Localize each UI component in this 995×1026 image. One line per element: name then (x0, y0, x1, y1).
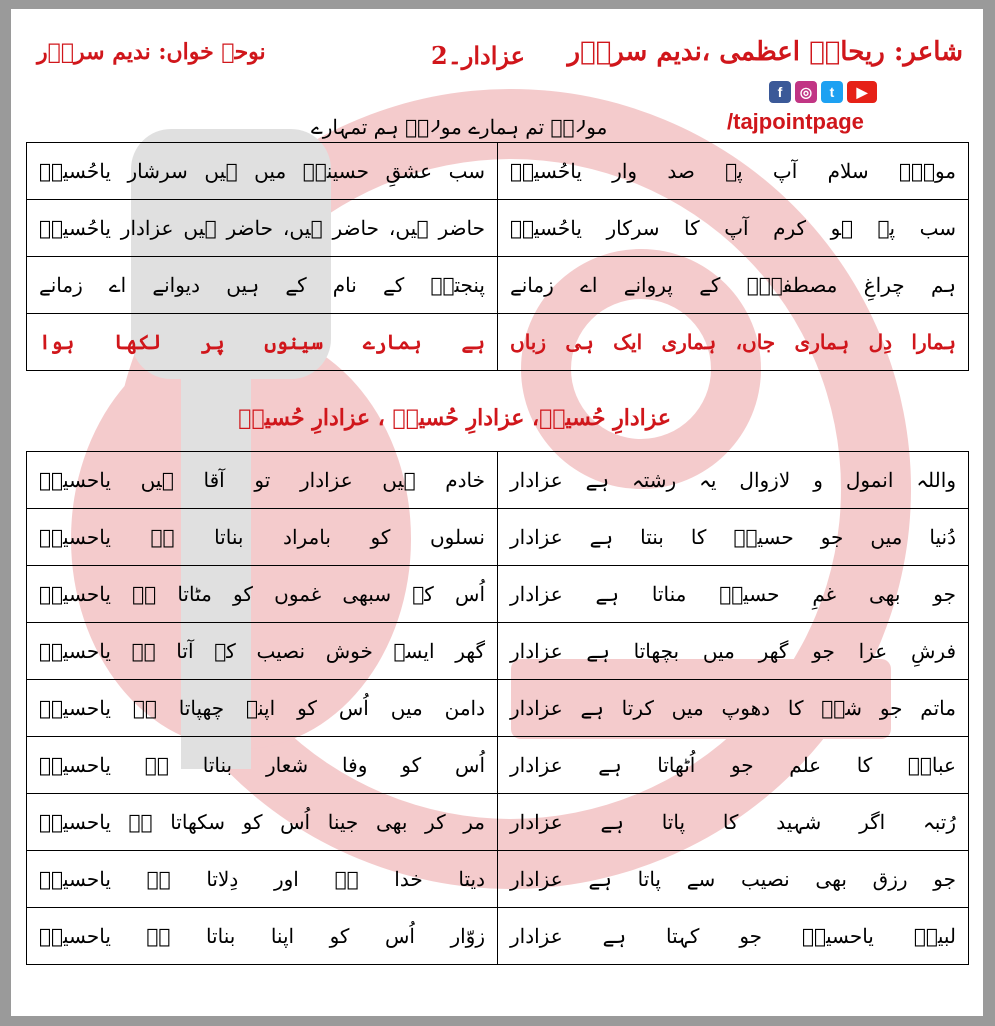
verse-left: گھر ایسے خوش نصیب کے آتا ہے یاحسینؑ (27, 623, 498, 680)
verse-left: دامن میں اُس کو اپنے چھپاتا ہے یاحسینؑ (27, 680, 498, 737)
verse-left: دیتا خدا ہے اور دِلاتا ہے یاحسینؑ (27, 851, 498, 908)
verse-right: جو رزق بھی نصیب سے پاتا ہے عزادار (498, 851, 969, 908)
instagram-icon[interactable]: ◎ (795, 81, 817, 103)
verse-left: پنجتنؑ کے نام کے ہیں دیوانے اے زمانے (27, 257, 498, 314)
table-row (27, 314, 969, 371)
verse-left: نسلوں کو بامراد بناتا ہے یاحسینؑ (27, 509, 498, 566)
verse-right: عباسؑ کا علم جو اُٹھاتا ہے عزادار (498, 737, 969, 794)
verse-left: اُس کے سبھی غموں کو مٹاتا ہے یاحسینؑ (27, 566, 498, 623)
table-row (27, 509, 969, 566)
verse-left: زوّار اُس کو اپنا بناتا ہے یاحسینؑ (27, 908, 498, 965)
verse-right: ماتم جو شہؑ کا دھوپ میں کرتا ہے عزادار (498, 680, 969, 737)
table-row (27, 908, 969, 965)
verse-left: مر کر بھی جینا اُس کو سکھاتا ہے یاحسینؑ (27, 794, 498, 851)
verse-right: مولاؑ سلام آپ پہ صد وار یاحُسینؑ (498, 143, 969, 200)
refrain-line: مولاؑ تم ہمارے مولاؑ ہم تمہارے (311, 115, 608, 139)
stanza-2-table (26, 451, 969, 965)
table-row (27, 794, 969, 851)
verse-right: لبیکؑ یاحسینؑ جو کہتا ہے عزادار (498, 908, 969, 965)
facebook-icon[interactable]: f (769, 81, 791, 103)
youtube-icon[interactable]: ▶ (847, 81, 877, 103)
page-title: عزادار۔2 (431, 41, 525, 70)
verse-right: ہم چراغِ مصطفیٰؐ کے پروانے اے زمانے (498, 257, 969, 314)
verse-left: خادم ہیں عزادار تو آقا ہیں یاحسینؑ (27, 452, 498, 509)
verse-left: حاضر ہیں، حاضر ہیں، حاضر ہیں عزادار یاحُسینؑ (27, 200, 498, 257)
social-icons (769, 81, 877, 103)
poet-credit: شاعر: ریحانؔ اعظمی ،ندیم سروؔر (567, 37, 963, 67)
verse-right: رُتبہ اگر شہید کا پاتا ہے عزادار (498, 794, 969, 851)
verse-left: سب عشقِ حسینیؑ میں ہیں سرشار یاحُسینؑ (27, 143, 498, 200)
verse-right: سب پہ ہو کرم آپ کا سرکار یاحُسینؑ (498, 200, 969, 257)
reciter-credit: نوحہ خواں: ندیم سروؔر (37, 39, 266, 65)
table-row (27, 737, 969, 794)
verse-right: واللہ انمول و لازوال یہ رشتہ ہے عزادار (498, 452, 969, 509)
lyrics-sheet (11, 9, 983, 1016)
verse-right: فرشِ عزا جو گھر میں بچھاتا ہے عزادار (498, 623, 969, 680)
verse-right: دُنیا میں جو حسینؑ کا بنتا ہے عزادار (498, 509, 969, 566)
table-row (27, 566, 969, 623)
table-row (27, 143, 969, 200)
table-row (27, 851, 969, 908)
verse-right: ہمارا دِل ہماری جاں، ہماری ایک ہی زباں (498, 314, 969, 371)
verse-left: اُس کو وفا شعار بناتا ہے یاحسینؑ (27, 737, 498, 794)
verse-left: ہے ہمارے سینوں پر لکھا ہوا (27, 314, 498, 371)
table-row (27, 452, 969, 509)
verse-right: جو بھی غمِ حسینؑ مناتا ہے عزادار (498, 566, 969, 623)
stanza-1-table (26, 142, 969, 371)
twitter-icon[interactable]: t (821, 81, 843, 103)
table-row (27, 680, 969, 737)
chorus-line: عزادارِ حُسینؑ، عزادارِ حُسینؑ ، عزادارِ حُسینؑ (238, 405, 671, 431)
table-row (27, 623, 969, 680)
social-handle[interactable]: /tajpointpage (727, 109, 864, 134)
table-row (27, 200, 969, 257)
table-row (27, 257, 969, 314)
